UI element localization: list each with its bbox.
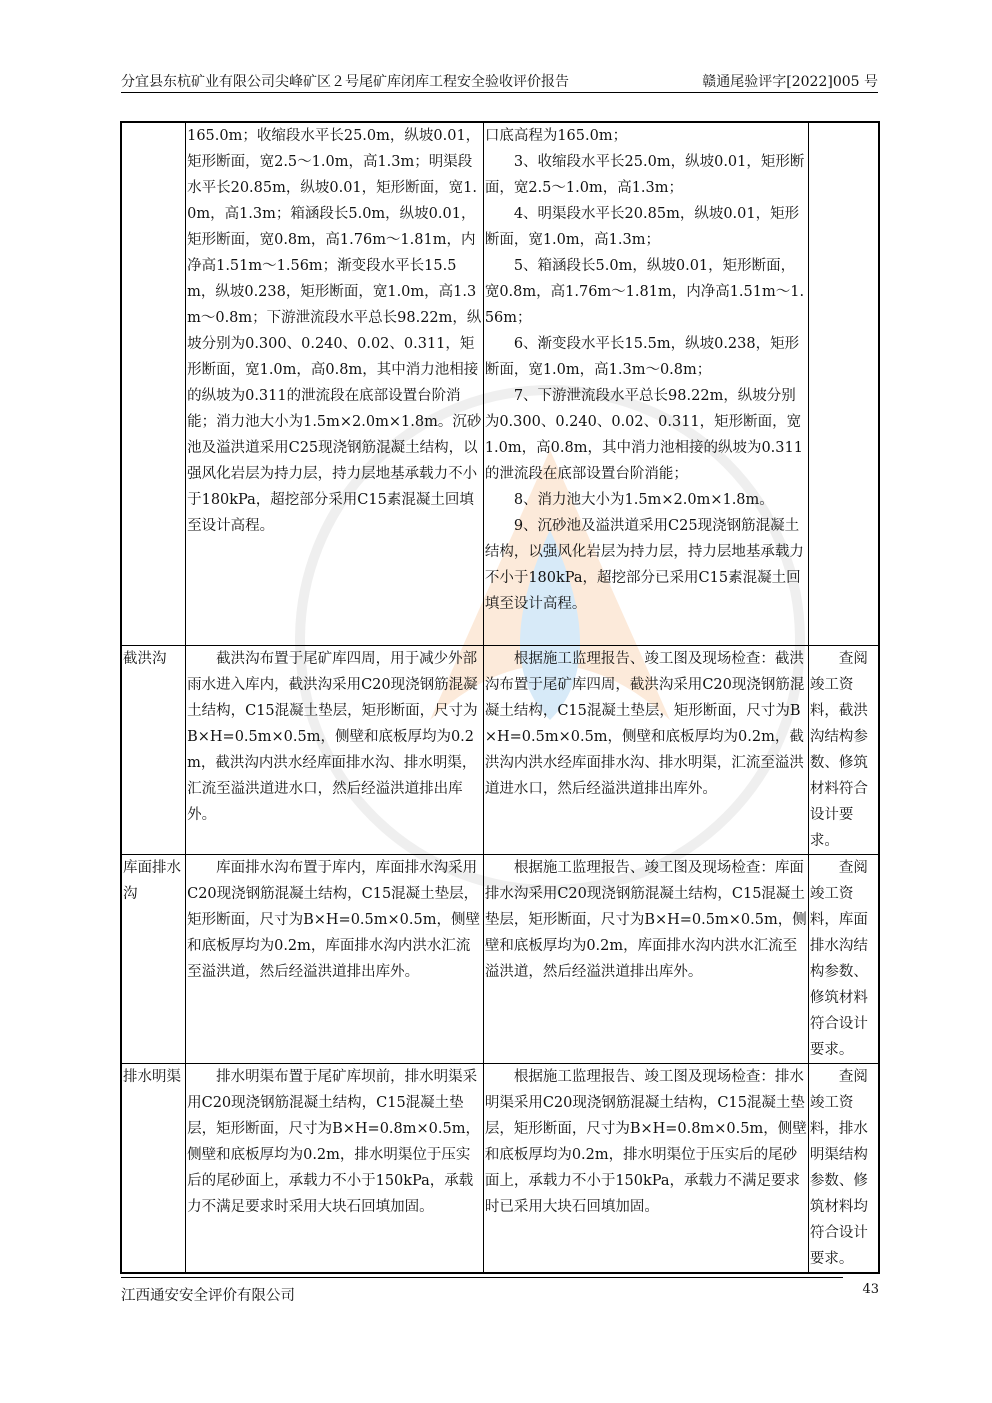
actual-text: 3、收缩段水平长25.0m，纵坡0.01，矩形断面，宽2.5～1.0m，高1.3m；	[484, 154, 805, 196]
header-report-number: 赣通尾验评字[2022]005 号	[702, 74, 878, 90]
actual-text: 8、消力池大小为1.5m×2.0m×1.8m。	[513, 492, 774, 508]
actual-cell	[483, 1063, 808, 1273]
design-text: 排水明渠布置于尾矿库坝前，排水明渠采用C20现浇钢筋混凝土结构，C15混凝土垫层，矩形断面，尺寸为B×H=0.8m×0.5m，侧壁和底板厚均为0.2m，排水明渠位于压实后的尾砂面上，承载力不小于150kPa，承载力不满足要求时采用大块石回填加固。	[187, 1068, 480, 1215]
conclusion-text: 查阅竣工资料，库面排水沟结构参数、修筑材料符合设计要求。	[809, 859, 868, 1058]
page-header	[121, 70, 878, 93]
actual-text: 根据施工监理报告、竣工图及现场检查：库面排水沟采用C20现浇钢筋混凝土结构，C15混凝土垫层，矩形断面，尺寸为B×H=0.5m×0.5m，侧壁和底板厚均为0.2m，库面排水沟内洪水汇流至溢洪道，然后经溢洪道排出库外。	[484, 859, 807, 980]
actual-text: 9、沉砂池及溢洪道采用C25现浇钢筋混凝土结构，以强风化岩层为持力层，持力层地基承载力不小于180kPa，超挖部分已采用C15素混凝土回填至设计高程。	[484, 518, 804, 612]
header-report-title: 分宜县东杭矿业有限公司尖峰矿区２号尾矿库闭库工程安全验收评价报告	[121, 74, 569, 90]
item-cell: 排水明渠	[121, 1063, 186, 1273]
design-cell	[186, 1063, 484, 1273]
actual-text: 5、箱涵段长5.0m，纵坡0.01，矩形断面，宽0.8m，高1.76m～1.81m，内净高1.51m～1.56m；	[484, 258, 805, 326]
design-cell	[186, 854, 484, 1063]
design-cell	[186, 645, 484, 854]
actual-cell	[483, 122, 808, 645]
actual-text: 根据施工监理报告、竣工图及现场检查：截洪沟布置于尾矿库四周，截洪沟采用C20现浇钢筋混凝土结构，C15混凝土垫层，矩形断面，尺寸为B×H=0.5m×0.5m，侧壁和底板厚均为0.2m，截洪沟内洪水经库面排水沟、排水明渠，汇流至溢洪道进水口，然后经溢洪道排出库外。	[484, 650, 805, 797]
conclusion-cell	[808, 122, 879, 645]
actual-text: 7、下游泄流段水平总长98.22m，纵坡分别为0.300、0.240、0.02、0.311，矩形断面，宽1.0m，高0.8m，其中消力池相接的纵坡为0.311的泄流段在底部设置台阶消能；	[484, 388, 803, 482]
table-row	[121, 1063, 879, 1273]
design-text: 库面排水沟布置于库内，库面排水沟采用C20现浇钢筋混凝土结构，C15混凝土垫层，矩形断面，尺寸为B×H=0.5m×0.5m，侧壁和底板厚均为0.2m，库面排水沟内洪水汇流至溢洪道，然后经溢洪道排出库外。	[187, 859, 480, 980]
page-footer	[121, 1277, 879, 1308]
actual-text: 口底高程为165.0m；	[484, 128, 628, 144]
footer-company: 江西通安安全评价有限公司	[121, 1288, 295, 1304]
design-cell	[186, 122, 484, 645]
design-text: 165.0m；收缩段水平长25.0m，纵坡0.01，矩形断面，宽2.5～1.0m，高1.3m；明渠段水平长20.85m，纵坡0.01，矩形断面，宽1.0m，高1.3m；箱涵段长5.0m，纵坡0.01，矩形断面，宽0.8m，高1.76m～1.81m，内净高1.51m～1.56m；渐变段水平长15.5m，纵坡0.238，矩形断面，宽1.0m，高1.3m～0.8m；下游泄流段水平总长98.22m，纵坡分别为0.300、0.240、0.02、0.311，矩形断面，宽1.0m，高0.8m，其中消力池相接的纵坡为0.311的泄流段在底部设置台阶消能；消力池大小为1.5m×2.0m×1.8m。沉砂池及溢洪道采用C25现浇钢筋混凝土结构，以强风化岩层为持力层，持力层地基承载力不小于180kPa，超挖部分采用C15素混凝土回填至设计高程。	[187, 128, 482, 534]
item-cell: 截洪沟	[121, 645, 186, 854]
actual-text: 根据施工监理报告、竣工图及现场检查：排水明渠采用C20现浇钢筋混凝土结构，C15混凝土垫层，矩形断面，尺寸为B×H=0.8m×0.5m，侧壁和底板厚均为0.2m，排水明渠位于压实后的尾砂面上，承载力不小于150kPa，承载力不满足要求时已采用大块石回填加固。	[484, 1068, 807, 1215]
page-number: 43	[862, 1282, 879, 1297]
table-row	[121, 122, 879, 645]
table-row	[121, 854, 879, 1063]
actual-cell	[483, 854, 808, 1063]
table-row	[121, 645, 879, 854]
conclusion-cell	[808, 645, 879, 854]
conclusion-cell	[808, 854, 879, 1063]
item-cell	[121, 122, 186, 645]
actual-text: 6、渐变段水平长15.5m，纵坡0.238，矩形断面，宽1.0m，高1.3m～0.8m；	[484, 336, 800, 378]
conclusion-cell	[808, 1063, 879, 1273]
conclusion-text: 查阅竣工资料，排水明渠结构参数、修筑材料均符合设计要求。	[809, 1068, 868, 1267]
inspection-table	[120, 121, 880, 1274]
conclusion-text: 查阅竣工资料，截洪沟结构参数、修筑材料符合设计要求。	[809, 650, 868, 849]
item-cell: 库面排水沟	[121, 854, 186, 1063]
actual-cell	[483, 645, 808, 854]
actual-text: 4、明渠段水平长20.85m，纵坡0.01，矩形断面，宽1.0m，高1.3m；	[484, 206, 800, 248]
design-text: 截洪沟布置于尾矿库四周，用于减少外部雨水进入库内，截洪沟采用C20现浇钢筋混凝土结构，C15混凝土垫层，矩形断面，尺寸为B×H=0.5m×0.5m，侧壁和底板厚均为0.2m，截洪沟内洪水经库面排水沟、排水明渠，汇流至溢洪道进水口，然后经溢洪道排出库外。	[187, 650, 478, 823]
